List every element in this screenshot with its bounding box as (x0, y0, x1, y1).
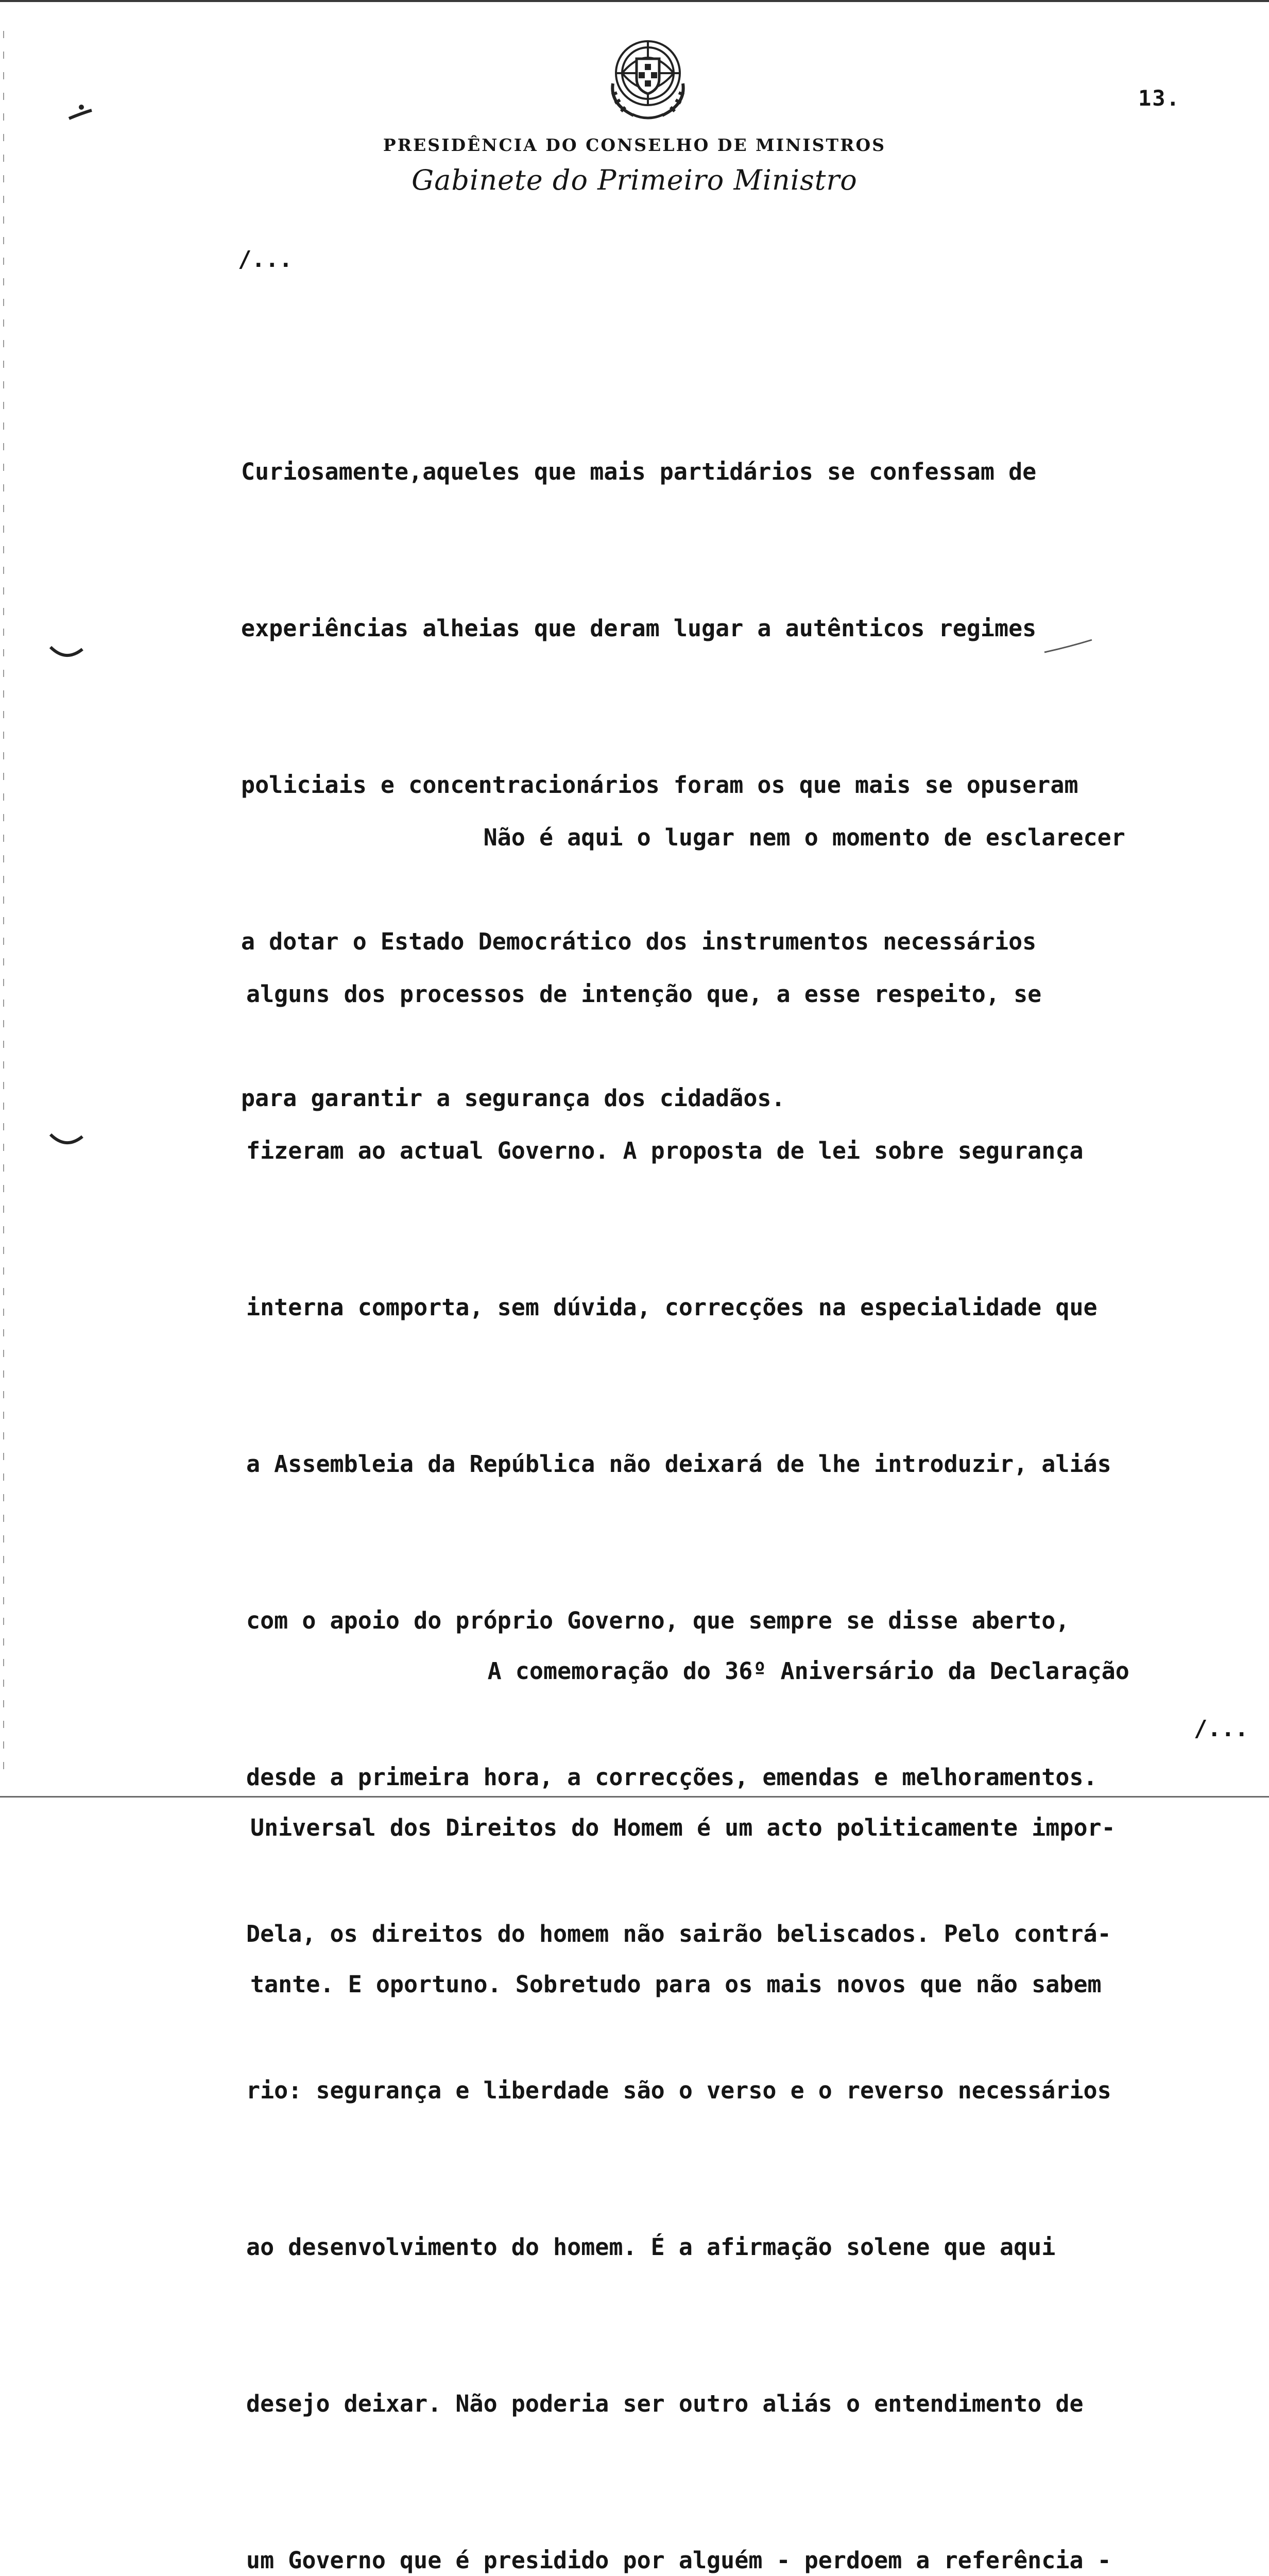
text-line: Curiosamente,aqueles que mais partidários se confessam de (241, 458, 1037, 485)
text-line: fizeram ao actual Governo. A proposta de lei sobre segurança (246, 1137, 1084, 1164)
bottom-edge-rule (0, 1796, 1269, 1798)
punch-hole-mark-lower (48, 1131, 84, 1152)
text-line: com o apoio do próprio Governo, que sempre se disse aberto, (246, 1607, 1070, 1634)
text-line: experiências alheias que deram lugar a autênticos regimes (241, 615, 1037, 642)
institution-header: PRESIDÊNCIA DO CONSELHO DE MINISTROS (383, 135, 886, 155)
text-line: interna comporta, sem dúvida, correcções na especialidade que (246, 1294, 1097, 1321)
coat-of-arms-emblem (602, 32, 694, 123)
stray-pen-mark (1042, 637, 1094, 657)
text-line: a dotar o Estado Democrático dos instrumentos necessários (241, 928, 1037, 955)
top-edge-rule (0, 0, 1269, 2)
continuation-marker-top: /... (238, 246, 293, 273)
text-line: policiais e concentracionários foram os que mais se opuseram (241, 771, 1078, 799)
text-line: A comemoração do 36º Aniversário da Declaração (250, 1657, 1129, 1685)
text-line: tante. E oportuno. Sobretudo para os mais novos que não sabem (250, 1971, 1102, 1998)
text-line: rio: segurança e liberdade são o verso e o reverso necessários (246, 2077, 1111, 2104)
text-line: desde a primeira hora, a correcções, emendas e melhoramentos. (246, 1764, 1097, 1791)
text-line: desejo deixar. Não poderia ser outro aliás o entendimento de (246, 2390, 1084, 2417)
continuation-marker-bottom: /... (1194, 1716, 1248, 1742)
text-line: Não é aqui o lugar nem o momento de esclarecer (246, 824, 1125, 851)
punch-hole-mark-upper (48, 644, 84, 665)
text-line: um Governo que é presidido por alguém - perdoem a referência - (246, 2547, 1111, 2574)
paragraph-3 (250, 1543, 1129, 2064)
text-line: Universal dos Direitos do Homem é um acto politicamente impor- (250, 1814, 1116, 1841)
page-number: 13. (1138, 86, 1180, 111)
text-line: alguns dos processos de intenção que, a esse respeito, se (246, 980, 1042, 1008)
cabinet-script-header: Gabinete do Primeiro Ministro (411, 164, 858, 196)
text-line: ao desenvolvimento do homem. É a afirmação solene que aqui (246, 2233, 1056, 2261)
margin-tick-mark (66, 103, 97, 124)
text-line: Dela, os direitos do homem não sairão beliscados. Pelo contrá- (246, 1920, 1111, 1947)
text-line: a Assembleia da República não deixará de lhe introduzir, aliás (246, 1450, 1111, 1478)
left-edge-shadow (3, 31, 4, 1772)
text-line: para garantir a segurança dos cidadãos. (241, 1084, 785, 1112)
